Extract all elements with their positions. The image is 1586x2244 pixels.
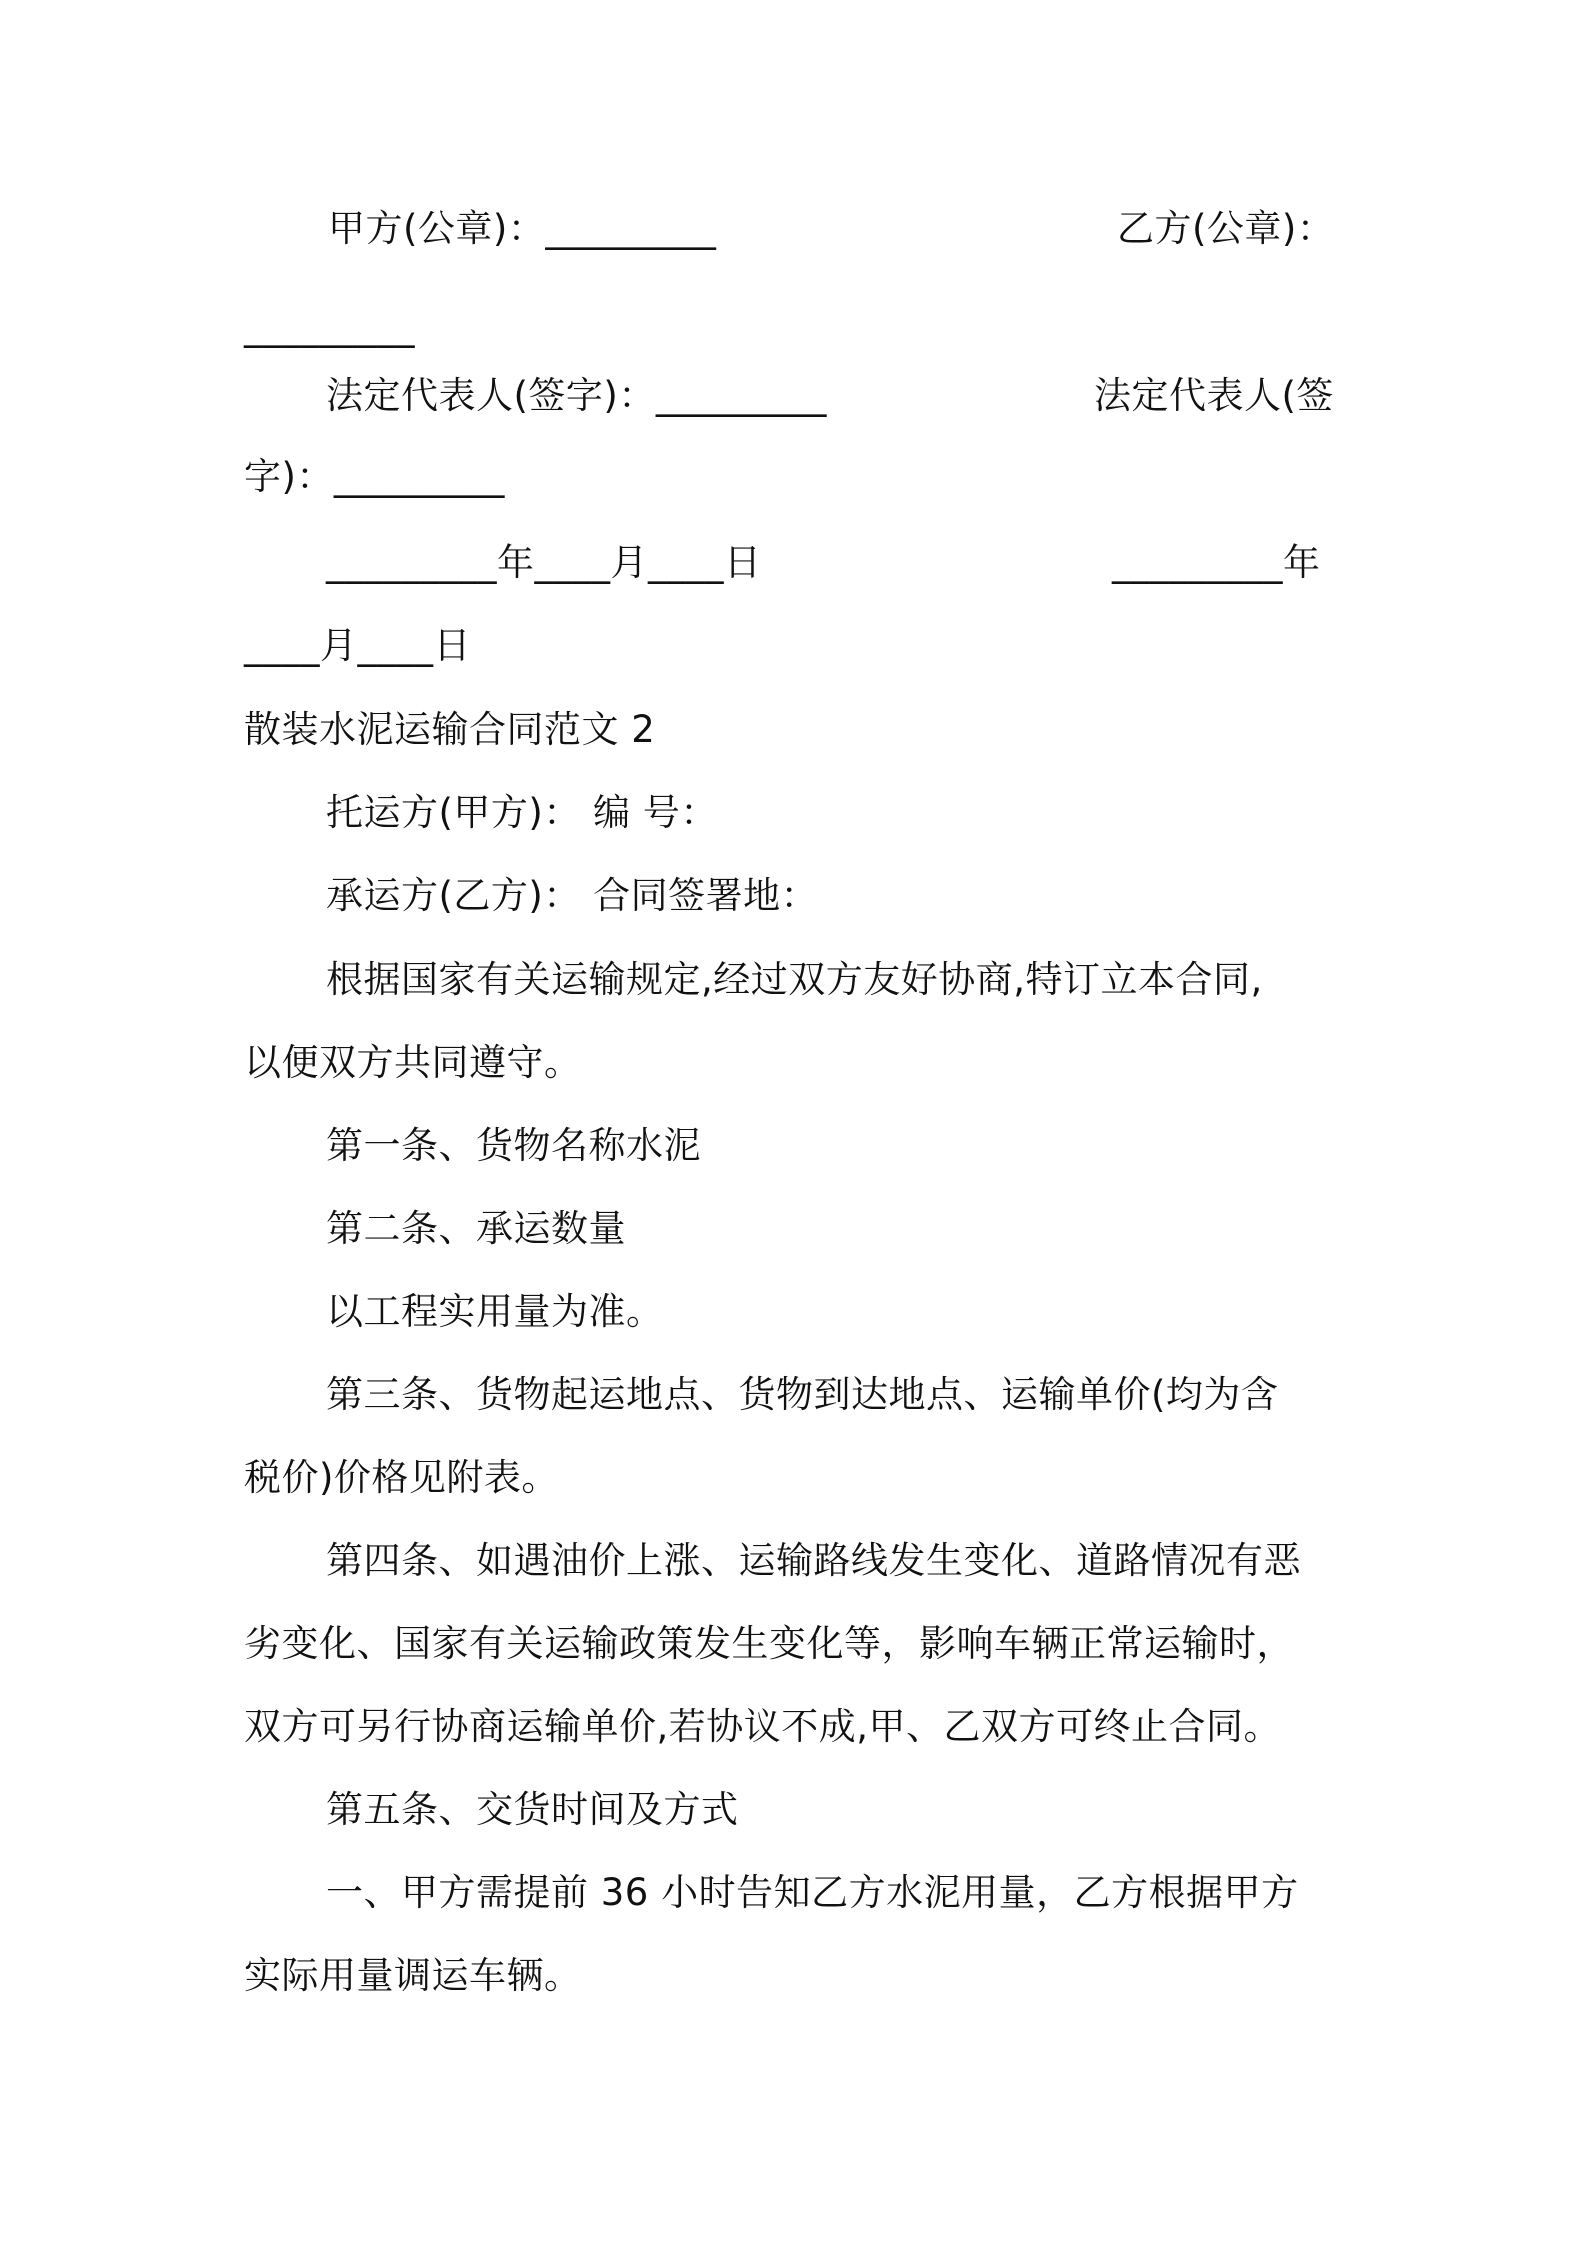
- party-a-seal-line: 甲方(公章)：_________: [328, 207, 717, 250]
- party-b-seal-blank: _________: [244, 305, 415, 348]
- article-5-item-1-line-1: 一、甲方需提前 36 小时告知乙方水泥用量，乙方根据甲方: [326, 1871, 1299, 1914]
- party-a-rep-line: 法定代表人(签字)：_________: [326, 374, 827, 417]
- party-b-seal-line: 乙方(公章)：: [1117, 207, 1335, 250]
- party-b-rep-cont: 字)：_________: [244, 455, 505, 498]
- party-b-rep-line: 法定代表人(签: [1094, 374, 1334, 417]
- article-1: 第一条、货物名称水泥: [326, 1124, 701, 1167]
- carrier-line: 承运方(乙方)： 合同签署地：: [326, 874, 819, 917]
- party-b-date-line: _________年: [1112, 541, 1321, 584]
- article-2-body: 以工程实用量为准。: [326, 1290, 664, 1333]
- article-3-line-1: 第三条、货物起运地点、货物到达地点、运输单价(均为含: [326, 1373, 1279, 1416]
- shipper-line: 托运方(甲方)： 编 号：: [326, 791, 718, 834]
- article-5-item-1-line-2: 实际用量调运车辆。: [244, 1954, 582, 1997]
- article-4-line-3: 双方可另行协商运输单价,若协议不成,甲、乙双方可终止合同。: [244, 1705, 1282, 1748]
- article-5: 第五条、交货时间及方式: [326, 1788, 739, 1831]
- article-4-line-1: 第四条、如遇油价上涨、运输路线发生变化、道路情况有恶: [326, 1539, 1301, 1582]
- article-3-line-2: 税价)价格见附表。: [244, 1456, 559, 1499]
- party-b-date-cont: ____月____日: [244, 624, 471, 667]
- party-a-date-line: _________年____月____日: [326, 541, 762, 584]
- preamble-line-2: 以便双方共同遵守。: [244, 1041, 582, 1084]
- preamble-line-1: 根据国家有关运输规定,经过双方友好协商,特订立本合同,: [326, 958, 1263, 1001]
- article-2: 第二条、承运数量: [326, 1207, 626, 1250]
- contract-title: 散装水泥运输合同范文 2: [244, 708, 656, 751]
- article-4-line-2: 劣变化、国家有关运输政策发生变化等，影响车辆正常运输时，: [244, 1622, 1294, 1665]
